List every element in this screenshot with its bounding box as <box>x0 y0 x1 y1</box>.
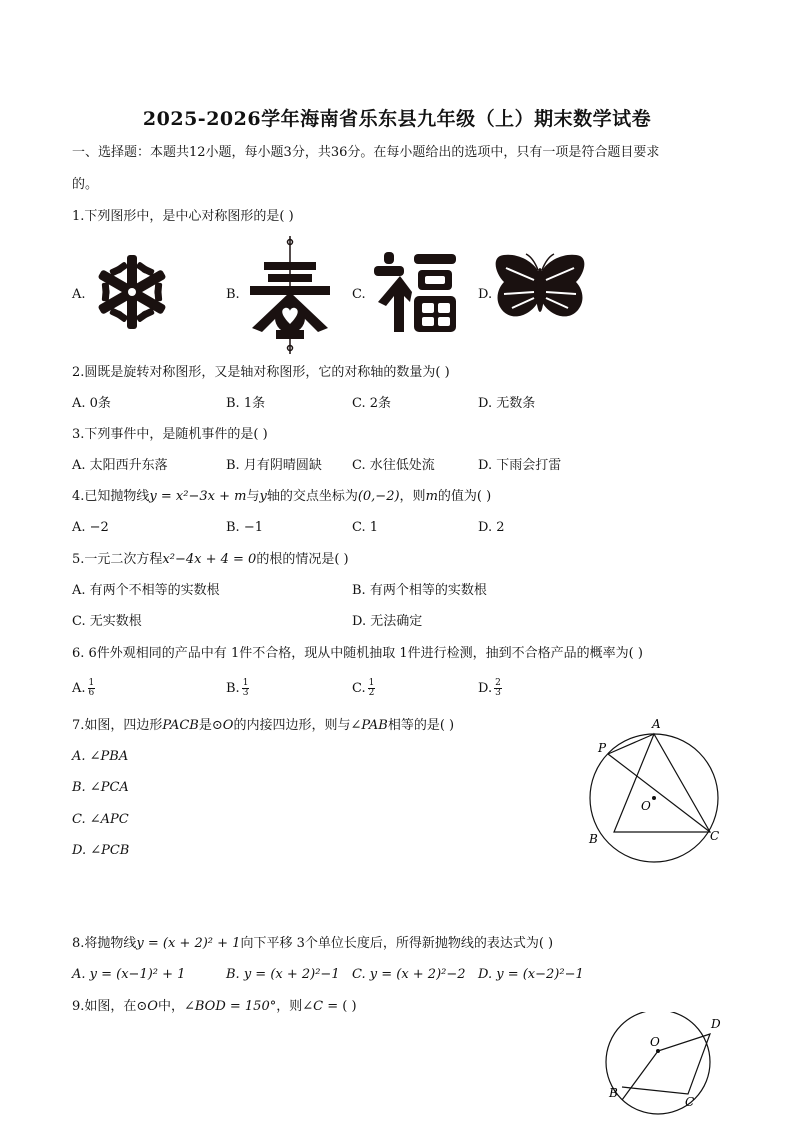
q5-option-a: A. 有两个不相等的实数根 <box>72 583 220 598</box>
q8-option-b: B. y = (x + 2)²−1 <box>226 967 340 982</box>
q5-formula: x²−4x + 4 = 0 <box>162 552 257 567</box>
q8-option-c: C. y = (x + 2)²−2 <box>352 967 466 982</box>
q8-stem: 8.将抛物线y = (x + 2)² + 1向下平移 3个单位长度后，所得新抛物线的表达式为( ) <box>72 936 554 951</box>
q4-option-d: D. 2 <box>478 520 505 535</box>
q2-stem: 2.圆既是旋转对称图形，又是轴对称图形，它的对称轴的数量为( ) <box>72 365 450 380</box>
q7-option-b: B. ∠PCA <box>72 780 129 795</box>
q4-option-a: A. −2 <box>72 520 109 535</box>
q7-circle-figure <box>580 710 730 870</box>
q6-option-d: D. $\frac{2}{3}$ <box>478 678 501 698</box>
q2-option-c: C. 2条 <box>352 396 392 411</box>
q3-option-d: D. 下雨会打雷 <box>478 458 562 473</box>
q4-option-b: B. −1 <box>226 520 263 535</box>
q3-option-c: C. 水往低处流 <box>352 458 435 473</box>
q6-option-c: C. $\frac{1}{2}$ <box>352 678 375 698</box>
q9-label-d: D <box>711 1017 721 1031</box>
q8-formula: y = (x + 2)² + 1 <box>136 936 241 951</box>
q7-stem: 7.如图，四边形PACB是⊙O的内接四边形，则与∠PAB相等的是( ) <box>72 718 455 733</box>
q8-option-d: D. y = (x−2)²−1 <box>478 967 584 982</box>
q9-label-o: O <box>650 1035 660 1049</box>
chinese-character-fu-icon <box>370 246 460 336</box>
q3-stem: 3.下列事件中，是随机事件的是( ) <box>72 427 268 442</box>
q5-option-b: B. 有两个相等的实数根 <box>352 583 487 598</box>
q5-option-d: D. 无法确定 <box>352 614 423 629</box>
q9-stem: 9.如图，在⊙O中，∠BOD = 150°，则∠C = ( ) <box>72 999 357 1014</box>
q7-label-b: B <box>589 832 598 846</box>
q6-stem: 6. 6件外观相同的产品中有 1件不合格，现从中随机抽取 1件进行检测，抽到不合格产品的概率为( ) <box>72 646 643 661</box>
q2-option-b: B. 1条 <box>226 396 266 411</box>
q1-option-c: C. <box>352 287 366 302</box>
q4-option-c: C. 1 <box>352 520 379 535</box>
q5-stem: 5.一元二次方程x²−4x + 4 = 0的根的情况是( ) <box>72 552 349 567</box>
q1-option-b: B. <box>226 287 240 302</box>
q4-formula: y = x²−3x + m <box>149 489 247 504</box>
q7-option-c: C. ∠APC <box>72 812 129 827</box>
q7-option-a: A. ∠PBA <box>72 749 129 764</box>
q9-label-b: B <box>609 1086 618 1100</box>
q5-option-c: C. 无实数根 <box>72 614 142 629</box>
q6-option-b: B. $\frac{1}{3}$ <box>226 678 249 698</box>
q4-stem: 4.已知抛物线y = x²−3x + m与y轴的交点坐标为(0,−2)，则m的值为( ) <box>72 489 492 504</box>
q7-label-c: C <box>710 829 720 843</box>
q1-option-a: A. <box>72 287 86 302</box>
q1-option-d: D. <box>478 287 493 302</box>
q4-point: (0,−2) <box>357 489 400 504</box>
section-instructions-line2: 的。 <box>72 177 99 192</box>
q9-circle-figure <box>600 1012 730 1123</box>
butterfly-icon <box>492 250 588 332</box>
section-instructions-line1: 一、选择题：本题共12小题，每小题3分，共36分。在每小题给出的选项中，只有一项是符合题目要求 <box>72 145 660 160</box>
q3-option-b: B. 月有阴晴圆缺 <box>226 458 322 473</box>
q7-label-a: A <box>652 717 661 731</box>
q7-label-o: O <box>641 799 651 813</box>
q2-option-a: A. 0条 <box>72 396 111 411</box>
chinese-character-chun-icon <box>240 236 340 354</box>
page-title: 2025-2026学年海南省乐东县九年级（上）期末数学试卷 <box>142 108 652 130</box>
q6-option-a: A. $\frac{1}{6}$ <box>72 678 95 698</box>
q8-option-a: A. y = (x−1)² + 1 <box>72 967 186 982</box>
q3-option-a: A. 太阳西升东落 <box>72 458 168 473</box>
q2-option-d: D. 无数条 <box>478 396 536 411</box>
snowflake-icon <box>92 252 172 332</box>
q7-option-d: D. ∠PCB <box>72 843 130 858</box>
q7-label-p: P <box>598 741 607 755</box>
q9-label-c: C <box>685 1095 695 1109</box>
q1-stem: 1.下列图形中，是中心对称图形的是( ) <box>72 209 294 224</box>
